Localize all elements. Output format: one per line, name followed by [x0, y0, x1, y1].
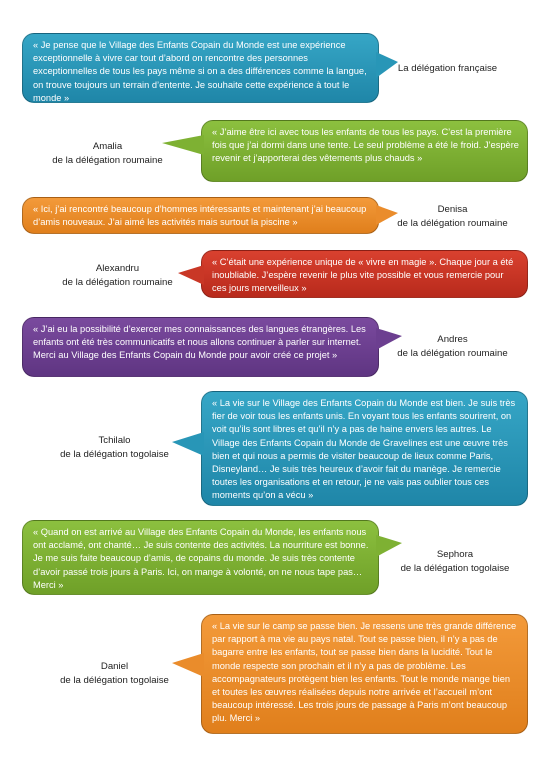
speech-tail: [376, 205, 398, 225]
testimonial-bubble-daniel: [201, 614, 528, 734]
speaker-name: Sephora: [436, 549, 474, 560]
speaker-group: de la délégation roumaine: [52, 154, 163, 166]
speaker-denisa: [390, 203, 515, 230]
speaker-name: Denisa: [437, 204, 468, 215]
testimonial-bubble-french-delegation: [22, 33, 379, 103]
testimonial-bubble-alexandru: [201, 250, 528, 298]
speaker-name: Andres: [437, 334, 468, 345]
speaker-daniel: [52, 660, 177, 687]
testimonial-text: « Quand on est arrivé au Village des Enfants Copain du Monde, les enfants nous ont acclamé, ont chanté… Je suis contente des activités. La nourriture est bonne. Je me suis faite beaucoup d’amis, de copains du monde. Je suis très contente d’avoir passé trois jours à Paris. Ici, on mange à volonté, on ne nous tape pas… Merci »: [33, 527, 369, 590]
testimonial-text: « La vie sur le Village des Enfants Copain du Monde est bien. Je suis très fier de voir tous les enfants unis. En voyant tous les enfants sourirent, on voit qu’ils sont libres et qu’il n’y a pas de haine envers les autres. Le Village des Enfants Copain du Monde de Gravelines est une œuvre très bien et qui nous a permis de visiter beaucoup de lieux comme Paris, Disneyland… Je suis très heureux d’avoir fait du manège. Je remercie toutes les organisations et en retour, je ne vais pas oublier tous ces moments qu’on a vécu »: [212, 398, 516, 501]
testimonial-text: « C’était une expérience unique de « vivre en magie ». Chaque jour a été inoubliable. J’espère revenir le plus vite possible et vous remercie pour ces jours merveilleux »: [212, 257, 514, 294]
testimonial-bubble-andres: [22, 317, 379, 377]
speaker-french-delegation: [390, 62, 505, 76]
speaker-group: de la délégation togolaise: [60, 674, 169, 686]
testimonial-text: « Je pense que le Village des Enfants Copain du Monde est une expérience exceptionnelle à vivre car tout d’abord on rencontre des personnes exceptionnelles de tous les pays même si on a des différences comme la langue, on trouve toujours un terrain d’entente. Je souhaite cette expérience à tout le monde »: [33, 40, 367, 103]
speech-tail: [376, 535, 402, 557]
speaker-alexandru: [55, 262, 180, 289]
speech-tail: [178, 265, 204, 285]
speaker-amalia: [45, 140, 170, 167]
speaker-group: de la délégation togolaise: [400, 562, 510, 574]
speech-tail: [172, 653, 204, 677]
speech-tail: [162, 135, 204, 155]
speech-tail: [376, 52, 398, 78]
speaker-group: La délégation française: [397, 63, 498, 74]
speaker-group: de la délégation roumaine: [62, 276, 173, 288]
speaker-name: Alexandru: [95, 263, 140, 274]
speaker-group: de la délégation roumaine: [397, 347, 508, 359]
testimonial-bubble-amalia: [201, 120, 528, 182]
speaker-tchilalo: [52, 434, 177, 461]
speaker-group: de la délégation togolaise: [60, 448, 169, 460]
testimonial-text: « J’aime être ici avec tous les enfants de tous les pays. C’est la première fois que j’ai dormi dans une tente. Le seul problème a été le froid. J’espère revenir et j’apporterai des vêtements plus chauds »: [212, 127, 519, 164]
speech-tail: [172, 432, 204, 456]
speaker-group: de la délégation roumaine: [397, 217, 508, 229]
speaker-name: Amalia: [92, 141, 123, 152]
speaker-name: Tchilalo: [98, 435, 131, 446]
speech-tail: [376, 328, 402, 350]
testimonial-text: « La vie sur le camp se passe bien. Je ressens une très grande différence par rapport à ma vie au pays natal. Tout se passe bien, il n’y a pas de bagarre entre les enfants, tout se passe bien dans la lucidité. Tout le monde respecte son prochain et il n’y a pas de problème. Les accompagnateurs protègent bien les enfants. Tout le monde mange bien et toutes les œuvres réalisées depuis notre arrivée et l’accueil m’ont beaucoup intéressé. Les trois jours de passage à Paris m’ont beaucoup plu. Merci »: [212, 621, 517, 724]
testimonial-bubble-tchilalo: [201, 391, 528, 506]
speaker-sephora: [390, 548, 520, 575]
speaker-andres: [390, 333, 515, 360]
testimonial-bubble-sephora: [22, 520, 379, 595]
testimonial-text: « J’ai eu la possibilité d’exercer mes connaissances des langues étrangères. Les enfants ont été très communicatifs et nous allons continuer à parler sur internet. Merci au Village des Enfants Copain du Monde pour avoir créé ce projet »: [33, 324, 366, 361]
speaker-name: Daniel: [100, 661, 129, 672]
testimonial-bubble-denisa: [22, 197, 379, 234]
testimonial-text: « Ici, j’ai rencontré beaucoup d’hommes intéressants et maintenant j’ai beaucoup d’amis nouveaux. J’ai aimé les activités mais surtout la piscine »: [33, 204, 367, 228]
